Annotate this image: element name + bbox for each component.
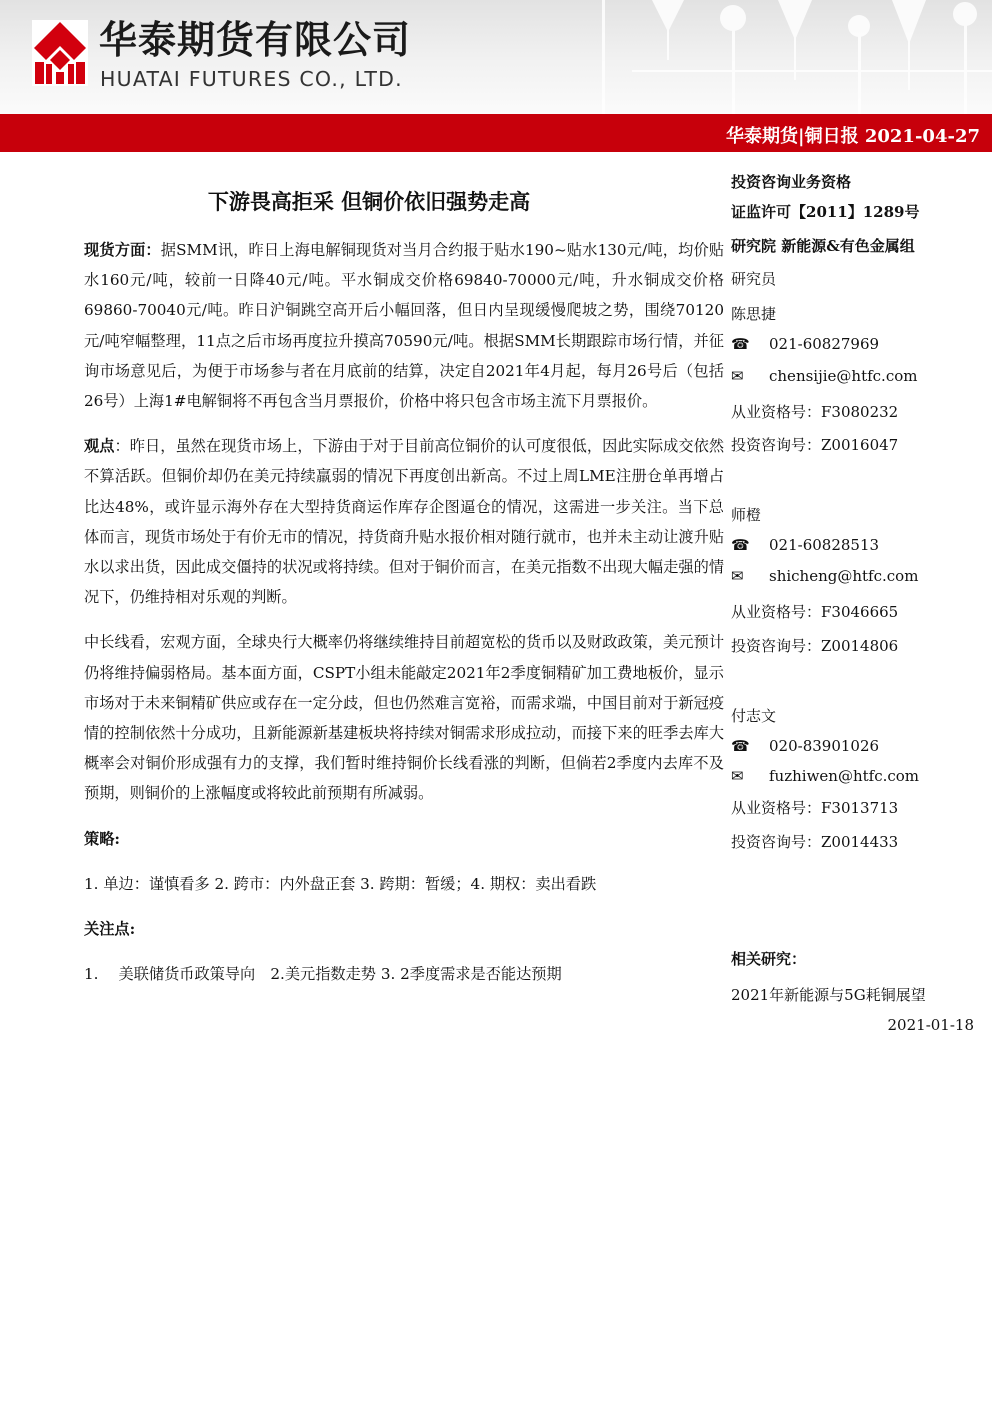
report-banner — [0, 114, 992, 152]
analyst-email[interactable]: chensijie@htfc.com — [769, 367, 918, 385]
analyst-phone: 021-60828513 — [769, 536, 880, 554]
phone-icon: ☎ — [731, 536, 750, 554]
spot-paragraph — [84, 235, 724, 416]
focus-text: 1. 美联储货币政策导向 2.美元指数走势 3. 2季度需求是否能达预期 — [84, 965, 562, 984]
spot-text: 据SMM讯，昨日上海电解铜现货对当月合约报于贴水190~贴水130元/吨，均价贴水160元/吨，较前一日降40元/吨。平水铜成交价格69840-70000元/吨，升水铜成交价格69860-70040元/吨。昨日沪铜跳空高开后小幅回落，但日内呈现缓慢爬坡之势，围绕70120元/吨窄幅整理，11点之后市场再度拉升摸高70590元/吨。根据SMM长期跟踪市场行情，并征询市场意见后，为便于市场参与者在月底前的结算，决定自2021年4月起，每月26号后（包括26号）上海1#电解铜将不再包含当月票报价，价格中将只包含市场主流下月票报价。 — [84, 241, 725, 411]
analyst-email-row — [731, 767, 919, 785]
analyst-cert: 从业资格号：F3013713 — [731, 799, 899, 817]
envelope-icon: ✉ — [731, 567, 744, 585]
strategy-heading: 策略: — [84, 829, 120, 848]
report-body — [84, 235, 724, 1004]
license-number: 证监许可【2011】1289号 — [731, 203, 920, 221]
analyst-phone-row — [731, 335, 879, 353]
envelope-icon: ✉ — [731, 367, 744, 385]
phone-icon: ☎ — [731, 737, 750, 755]
longterm-paragraph: 中长线看，宏观方面，全球央行大概率仍将继续维持目前超宽松的货币以及财政政策，美元预计仍将维持偏弱格局。基本面方面，CSPT小组未能敲定2021年2季度铜精矿加工费地板价，显示市场对于未来铜精矿供应或存在一定分歧，但也仍然难言宽裕，而需求端，中国目前对于新冠疫情的控制依然十分成功，且新能源新基建板块将持续对铜需求形成拉动，而接下来的旺季去库大概率会对铜价形成强有力的支撑，我们暂时维持铜价长线看涨的判断，但倘若2季度内去库不及预期，则铜价的上涨幅度或将较此前预期有所减弱。 — [84, 633, 724, 803]
license-title: 投资咨询业务资格 — [731, 173, 852, 191]
analyst-cert: 从业资格号：F3080232 — [731, 403, 899, 421]
related-item[interactable]: 2021年新能源与5G耗铜展望 — [731, 986, 926, 1004]
company-name-cn: 华泰期货有限公司 — [99, 18, 412, 62]
analyst-phone: 020-83901026 — [769, 737, 880, 755]
analyst-advisory: 投资咨询号：Z0016047 — [731, 436, 899, 454]
analyst-cert: 从业资格号：F3046665 — [731, 603, 899, 621]
page-header — [0, 0, 992, 114]
spot-label: 现货方面： — [84, 241, 161, 259]
strategy-text: 1. 单边：谨慎看多 2. 跨市：内外盘正套 3. 跨期：暂缓；4. 期权：卖出看跌 — [84, 874, 597, 893]
header-decoration — [572, 0, 992, 114]
view-paragraph — [84, 431, 724, 612]
view-label: 观点 — [84, 437, 115, 456]
report-line: 华泰期货|铜日报 2021-04-27 — [726, 126, 980, 147]
related-title: 相关研究： — [731, 950, 807, 968]
analyst-name: 师橙 — [731, 506, 762, 524]
phone-icon: ☎ — [731, 335, 750, 353]
institute: 研究院 新能源&有色金属组 — [731, 237, 915, 255]
analyst-email-row — [731, 567, 918, 585]
huatai-logo-icon — [32, 20, 88, 86]
related-date: 2021-01-18 — [887, 1016, 974, 1034]
analyst-name: 陈思捷 — [731, 305, 777, 323]
analyst-phone-row — [731, 737, 879, 755]
report-title: 下游畏高拒采 但铜价依旧强势走高 — [207, 189, 531, 214]
view-text: ：昨日，虽然在现货市场上，下游由于对于目前高位铜价的认可度很低，因此实际成交依然不算活跃。但铜价却仍在美元持续羸弱的情况下再度创出新高。不过上周LME注册仓单再增占比达48%，或许显示海外存在大型持货商运作库存企图逼仓的情况，这需进一步关注。当下总体而言，现货市场处于有价无市的情况，持货商升贴水报价相对随行就市，也并未主动让渡升贴水以求出货，因此成交僵持的状况或将持续。但对于铜价而言，在美元指数不出现大幅走强的情况下，仍维持相对乐观的判断。 — [84, 437, 725, 607]
analyst-name: 付志文 — [731, 707, 777, 725]
role: 研究员 — [731, 270, 777, 288]
analyst-email[interactable]: shicheng@htfc.com — [769, 567, 919, 585]
analyst-email-row — [731, 367, 917, 385]
focus-heading: 关注点: — [84, 920, 136, 939]
company-name-en: HUATAI FUTURES CO., LTD. — [100, 67, 403, 91]
analyst-phone-row — [731, 536, 879, 554]
envelope-icon: ✉ — [731, 767, 744, 785]
analyst-phone: 021-60827969 — [769, 335, 880, 353]
analyst-email[interactable]: fuzhiwen@htfc.com — [769, 767, 920, 785]
analyst-advisory: 投资咨询号：Z0014806 — [731, 637, 899, 655]
analyst-advisory: 投资咨询号：Z0014433 — [731, 833, 899, 851]
